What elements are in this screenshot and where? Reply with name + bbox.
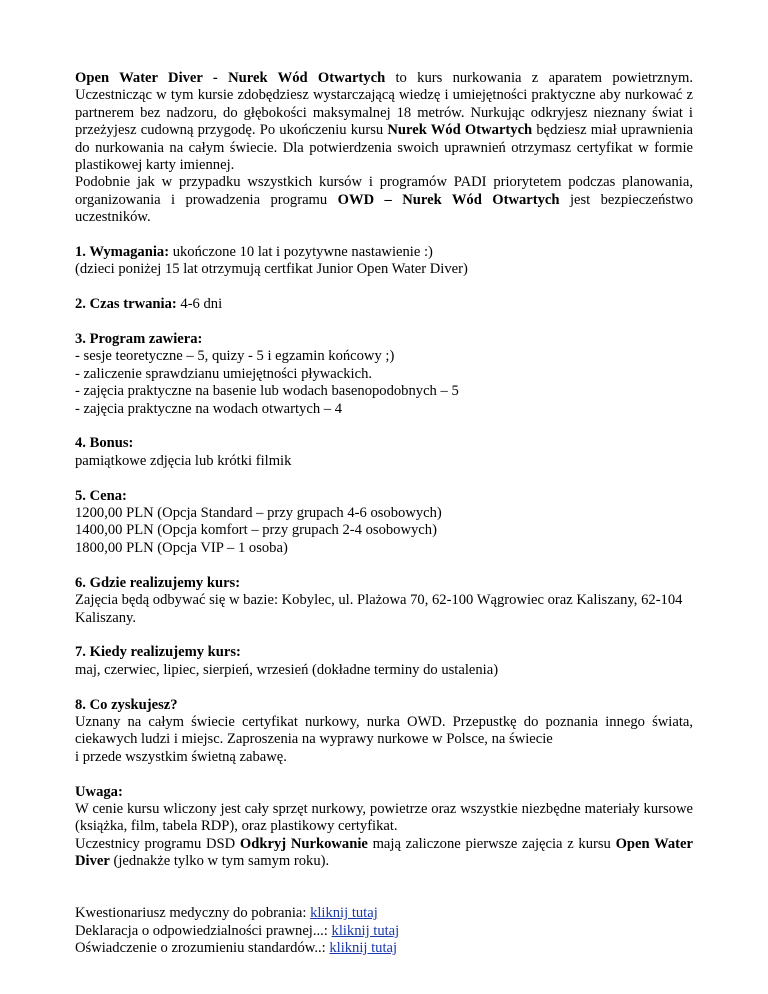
intro-title: Open Water Diver - Nurek Wód Otwartych	[75, 70, 386, 86]
list-item: - zajęcia praktyczne na wodach otwartych – 4	[75, 400, 343, 417]
bonus-heading: 4. Bonus:	[75, 435, 134, 452]
dates-heading: 7. Kiedy realizujemy kurs:	[75, 644, 241, 661]
note-heading: Uwaga:	[75, 783, 123, 800]
section-price	[75, 488, 693, 558]
price-heading: 5. Cena:	[75, 487, 127, 504]
requirements-text: ukończone 10 lat i pozytywne nastawienie :)	[169, 244, 433, 261]
intro-paragraph	[75, 70, 693, 174]
note-dsd-c: mają zaliczone pierwsze zajęcia z kursu	[367, 835, 616, 852]
download-item-standards	[75, 940, 693, 957]
download-item-medical	[75, 905, 693, 922]
section-note	[75, 784, 693, 871]
price-item: 1800,00 PLN (Opcja VIP – 1 osoba)	[75, 539, 288, 556]
dates-text: maj, czerwiec, lipiec, sierpień, wrzesień (dokładne terminy do ustalenia)	[75, 661, 499, 678]
note-dsd-program: Odkryj Nurkowanie	[239, 835, 368, 852]
safety-program-name: OWD – Nurek Wód Otwartych	[337, 191, 560, 208]
duration-heading: 2. Czas trwania:	[75, 296, 177, 313]
safety-text-c: jest bezpieczeństwo uczestników.	[75, 191, 693, 226]
download-label: Oświadczenie o zrozumieniu standardów..:	[75, 940, 330, 957]
section-location	[75, 575, 693, 627]
note-dsd-e: (jednakże tylko w tym samym roku).	[109, 853, 330, 870]
location-text: Zajęcia będą odbywać się w bazie: Kobylec, ul. Plażowa 70, 62-100 Wągrowiec oraz Kaliszany, 62-104 Kaliszany.	[75, 592, 683, 626]
benefits-heading: 8. Co zyskujesz?	[75, 696, 178, 713]
program-heading: 3. Program zawiera:	[75, 331, 203, 348]
requirements-note: (dzieci poniżej 15 lat otrzymują certfikat Junior Open Water Diver)	[75, 261, 468, 278]
price-item: 1400,00 PLN (Opcja komfort – przy grupach 2-4 osobowych)	[75, 522, 437, 539]
safety-paragraph	[75, 174, 693, 226]
download-link-liability[interactable]: kliknij tutaj	[331, 922, 400, 939]
list-item: - zajęcia praktyczne na basenie lub wodach basenopodobnych – 5	[75, 383, 459, 400]
benefits-text: Uznany na całym świecie certyfikat nurkowy, nurka OWD. Przepustkę do poznania innego świata, ciekawych ludzi i miejsc. Zaproszenia na wyprawy nurkowe w Polsce, na świecie	[75, 713, 693, 748]
section-requirements	[75, 244, 693, 279]
benefits-text-end: i przede wszystkim świetną zabawę.	[75, 748, 287, 765]
section-bonus	[75, 435, 693, 470]
bonus-text: pamiątkowe zdjęcia lub krótki filmik	[75, 452, 292, 469]
download-label: Kwestionariusz medyczny do pobrania:	[75, 905, 311, 922]
note-equipment: W cenie kursu wliczony jest cały sprzęt nurkowy, powietrze oraz wszystkie niezbędne materiały kursowe (książka, film, tabela RDP), oraz plastikowy certyfikat.	[75, 800, 693, 835]
section-dates	[75, 644, 693, 679]
intro-text-a: to kurs nurkowania z aparatem powietrznym. Uczestnicząc w tym kursie zdobędziesz wystarczającą wiedzę i umiejętności praktyczne aby nurkować z partnerem bez nadzoru, do głębokości maksymalnej 18 metrów. Nurkując odkryjesz nieznany świat i przeżyjesz cudowną przygodę. Po ukończeniu kursu	[75, 70, 693, 139]
download-label: Deklaracja o odpowiedzialności prawnej...:	[75, 922, 332, 939]
requirements-heading: 1. Wymagania:	[75, 244, 170, 261]
section-duration	[75, 296, 693, 313]
note-dsd-course: Open Water Diver	[75, 835, 693, 870]
download-link-standards[interactable]: kliknij tutaj	[329, 940, 398, 957]
section-benefits	[75, 697, 693, 767]
section-program	[75, 331, 693, 418]
list-item: - sesje teoretyczne – 5, quizy - 5 i egzamin końcowy ;)	[75, 348, 395, 365]
safety-text-a: Podobnie jak w przypadku wszystkich kursów i programów PADI priorytetem podczas planowania, organizowania i prowadzenia programu	[75, 174, 693, 208]
section-downloads	[75, 905, 693, 957]
price-item: 1200,00 PLN (Opcja Standard – przy grupach 4-6 osobowych)	[75, 505, 442, 522]
list-item: - zaliczenie sprawdzianu umiejętności pływackich.	[75, 365, 373, 382]
note-dsd-a: Uczestnicy programu DSD	[75, 835, 240, 852]
note-dsd	[75, 836, 693, 871]
download-link-medical[interactable]: kliknij tutaj	[310, 905, 378, 922]
duration-text: 4-6 dni	[176, 296, 223, 313]
download-item-liability	[75, 923, 693, 940]
document-page	[75, 70, 693, 958]
location-heading: 6. Gdzie realizujemy kurs:	[75, 574, 241, 591]
intro-course-name: Nurek Wód Otwartych	[387, 122, 533, 139]
intro-text-c: będziesz miał uprawnienia do nurkowania na całym świecie. Dla potwierdzenia swoich uprawnień otrzymasz certyfikat w formie plastikowej karty imiennej.	[75, 122, 693, 174]
